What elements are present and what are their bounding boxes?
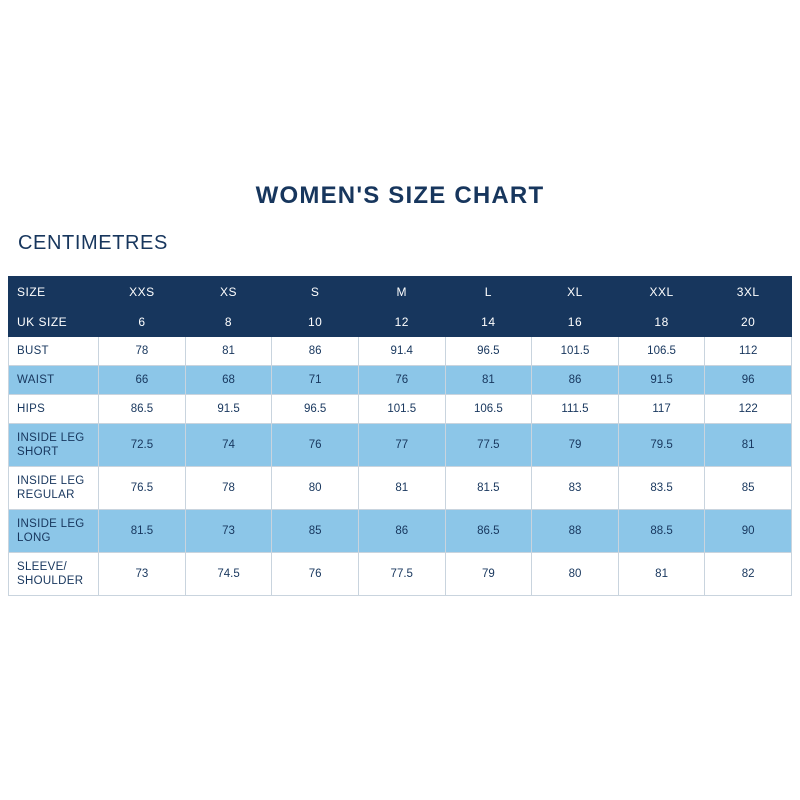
cell-bust-xxl: 106.5 [618,337,705,366]
row-label-sleeve-shoulder [9,553,99,596]
cell-sleeve-shoulder-xs: 74.5 [185,553,272,596]
cell-inside-leg-short-xl: 79 [532,424,619,467]
cell-sleeve-shoulder-xxl: 81 [618,553,705,596]
header-cell-xl: XL [532,277,619,307]
table-row [9,395,792,424]
row-label-line2: SHORT [17,446,59,458]
cell-waist-xxs: 66 [99,366,186,395]
uk-size-cell-1: 6 [99,307,186,337]
row-label-inside-leg-long [9,510,99,553]
size-chart-table [8,276,792,596]
cell-sleeve-shoulder-m: 77.5 [358,553,445,596]
row-label-bust: BUST [9,337,99,366]
row-label-line2: LONG [17,532,51,544]
uk-size-cell-3: 10 [272,307,359,337]
table-row [9,424,792,467]
cell-hips-3xl: 122 [705,395,792,424]
cell-inside-leg-regular-xxs: 76.5 [99,467,186,510]
cell-inside-leg-regular-xxl: 83.5 [618,467,705,510]
table-header [9,277,792,337]
cell-inside-leg-long-xxs: 81.5 [99,510,186,553]
cell-sleeve-shoulder-xxs: 73 [99,553,186,596]
cell-sleeve-shoulder-s: 76 [272,553,359,596]
cell-inside-leg-short-xs: 74 [185,424,272,467]
cell-sleeve-shoulder-3xl: 82 [705,553,792,596]
row-label-inside-leg-regular [9,467,99,510]
uk-size-cell-5: 14 [445,307,532,337]
cell-hips-xs: 91.5 [185,395,272,424]
cell-bust-m: 91.4 [358,337,445,366]
cell-bust-3xl: 112 [705,337,792,366]
unit-label: CENTIMETRES [18,232,168,254]
table-row [9,553,792,596]
table-row [9,366,792,395]
cell-bust-xs: 81 [185,337,272,366]
row-label-line1: INSIDE LEG [17,475,85,487]
row-label-hips: HIPS [9,395,99,424]
row-label-line2: SHOULDER [17,575,84,587]
row-label-line1: INSIDE LEG [17,518,85,530]
page-title: WOMEN'S SIZE CHART [255,182,545,209]
cell-inside-leg-short-xxl: 79.5 [618,424,705,467]
row-label-inside-leg-short [9,424,99,467]
cell-inside-leg-regular-m: 81 [358,467,445,510]
table-header-row-size [9,277,792,307]
cell-inside-leg-regular-3xl: 85 [705,467,792,510]
header-cell-3xl: 3XL [705,277,792,307]
cell-bust-xxs: 78 [99,337,186,366]
cell-inside-leg-long-xxl: 88.5 [618,510,705,553]
row-label-line1: INSIDE LEG [17,432,85,444]
uk-size-cell-6: 16 [532,307,619,337]
cell-inside-leg-long-xs: 73 [185,510,272,553]
header-cell-xxs: XXS [99,277,186,307]
cell-inside-leg-regular-s: 80 [272,467,359,510]
cell-inside-leg-regular-xs: 78 [185,467,272,510]
row-label-line1: SLEEVE/ [17,561,68,573]
cell-inside-leg-long-3xl: 90 [705,510,792,553]
row-label-line2: REGULAR [17,489,75,501]
cell-inside-leg-long-xl: 88 [532,510,619,553]
cell-hips-l: 106.5 [445,395,532,424]
cell-inside-leg-long-l: 86.5 [445,510,532,553]
uk-size-cell-7: 18 [618,307,705,337]
table-row [9,467,792,510]
uk-size-cell-2: 8 [185,307,272,337]
cell-waist-3xl: 96 [705,366,792,395]
cell-hips-xxl: 117 [618,395,705,424]
cell-inside-leg-short-xxs: 72.5 [99,424,186,467]
cell-bust-l: 96.5 [445,337,532,366]
cell-waist-xl: 86 [532,366,619,395]
cell-waist-xxl: 91.5 [618,366,705,395]
header-label-uk-size: UK SIZE [9,307,99,337]
header-cell-s: S [272,277,359,307]
header-cell-l: L [445,277,532,307]
cell-hips-xl: 111.5 [532,395,619,424]
cell-inside-leg-regular-xl: 83 [532,467,619,510]
header-label-size: SIZE [9,277,99,307]
uk-size-cell-8: 20 [705,307,792,337]
table-row [9,510,792,553]
cell-waist-m: 76 [358,366,445,395]
table-body [9,337,792,596]
cell-waist-l: 81 [445,366,532,395]
header-cell-m: M [358,277,445,307]
cell-sleeve-shoulder-xl: 80 [532,553,619,596]
cell-bust-xl: 101.5 [532,337,619,366]
cell-waist-s: 71 [272,366,359,395]
cell-inside-leg-short-l: 77.5 [445,424,532,467]
cell-hips-xxs: 86.5 [99,395,186,424]
table-header-row-uk-size [9,307,792,337]
header-cell-xxl: XXL [618,277,705,307]
uk-size-cell-4: 12 [358,307,445,337]
row-label-waist: WAIST [9,366,99,395]
size-chart-table-wrap [8,276,792,596]
cell-sleeve-shoulder-l: 79 [445,553,532,596]
cell-inside-leg-short-3xl: 81 [705,424,792,467]
cell-bust-s: 86 [272,337,359,366]
cell-inside-leg-long-m: 86 [358,510,445,553]
cell-hips-m: 101.5 [358,395,445,424]
cell-hips-s: 96.5 [272,395,359,424]
cell-inside-leg-long-s: 85 [272,510,359,553]
cell-inside-leg-short-m: 77 [358,424,445,467]
header-cell-xs: XS [185,277,272,307]
table-row [9,337,792,366]
cell-waist-xs: 68 [185,366,272,395]
cell-inside-leg-short-s: 76 [272,424,359,467]
cell-inside-leg-regular-l: 81.5 [445,467,532,510]
